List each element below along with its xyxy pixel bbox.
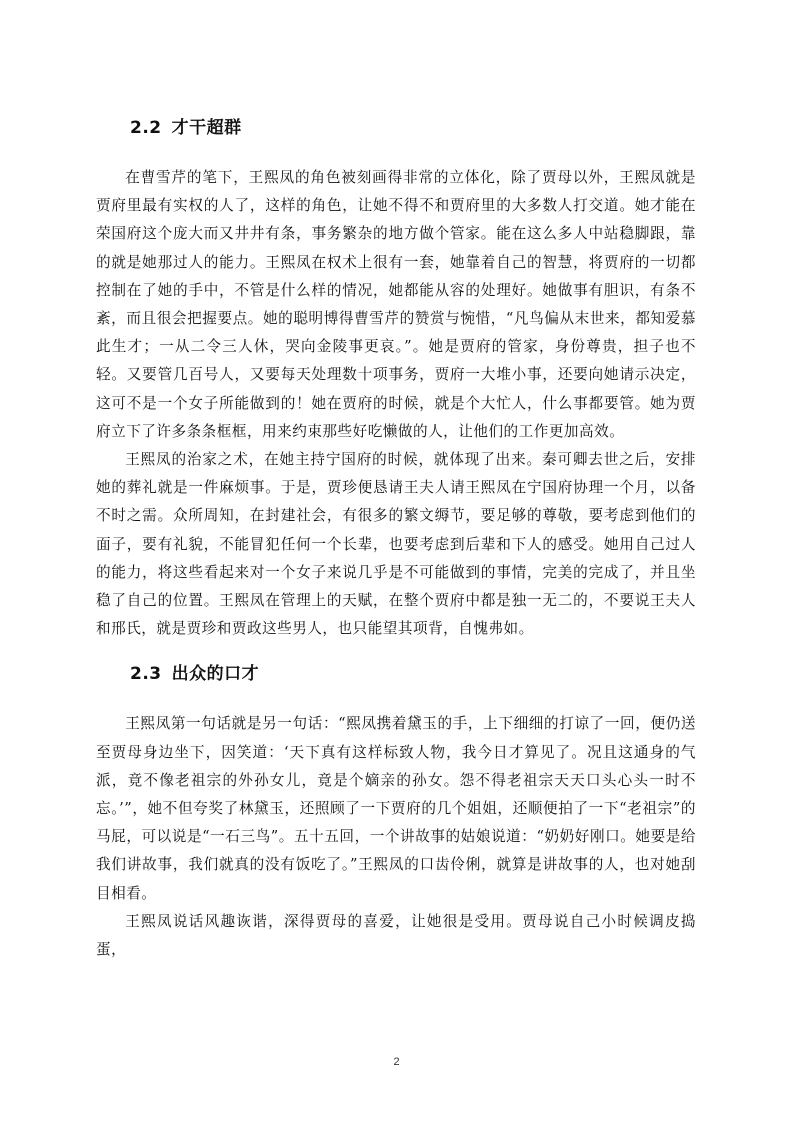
- section-heading-2-2: [130, 117, 696, 139]
- section-number: 2.3: [130, 664, 162, 685]
- paragraph: 王熙凤说话风趣诙谐，深得贾母的喜爱，让她很是受用。贾母说自己小时候调皮捣蛋，: [96, 912, 696, 959]
- section-number: 2.2: [130, 118, 162, 138]
- paragraph: 王熙凤第一句话就是另一句话：“熙凤携着黛玉的手，上下细细的打谅了一回，便仍送至贾母身边坐下，因笑道：‘天下真有这样标致人物，我今日才算见了。况且这通身的气派，竟不像老祖宗的外孙女儿，竟是个嫡亲的孙女。怨不得老祖宗天天口头心头一时不忘。’”，她不但夸奖了林黛玉，还照顾了一下贾府的几个姐姐，还顺便拍了一下“老祖宗”的马屁，可以说是“一石三鸟”。五十五回，一个讲故事的姑娘说道：“奶奶好刚口。她要是给我们讲故事，我们就真的没有饭吃了。”王熙凤的口齿伶俐，就算是讲故事的人，也对她刮目相看。: [96, 715, 696, 902]
- page-number: 2: [393, 1056, 400, 1068]
- paragraph: 在曹雪芹的笔下，王熙凤的角色被刻画得非常的立体化，除了贾母以外，王熙凤就是贾府里最有实权的人了，这样的角色，让她不得不和贾府里的大多数人打交道。她才能在荣国府这个庞大而又井井有条，事务繁杂的地方做个管家。能在这么多人中站稳脚跟，靠的就是她那过人的能力。王熙凤在权术上很有一套，她靠着自己的智慧，将贾府的一切都控制在了她的手中，不管是什么样的情况，她都能从容的处理好。她做事有胆识，有条不紊，而且很会把握要点。她的聪明博得曹雪芹的赞赏与惋惜，“凡鸟偏从末世来，都知爱慕此生才；一从二令三人休，哭向金陵事更哀。”。她是贾府的管家，身份尊贵，担子也不轻。又要管几百号人，又要每天处理数十项事务，贾府一大堆小事，还要向她请示决定，这可不是一个女子所能做到的！她在贾府的时候，就是个大忙人，什么事都要管。她为贾府立下了许多条条框框，用来约束那些好吃懒做的人，让他们的工作更加高效。: [96, 169, 696, 440]
- paragraph: 王熙凤的治家之术，在她主持宁国府的时候，就体现了出来。秦可卿去世之后，安排她的葬礼就是一件麻烦事。于是，贾珍便恳请王夫人请王熙凤在宁国府协理一个月，以备不时之需。众所周知，在封建社会，有很多的繁文缛节，要足够的尊敬，要考虑到他们的面子，要有礼貌，不能冒犯任何一个长辈，也要考虑到后辈和下人的感受。她用自己过人的能力，将这些看起来对一个女子来说几乎是不可能做到的事情，完美的完成了，并且坐稳了自己的位置。王熙凤在管理上的天赋，在整个贾府中都是独一无二的，不要说王夫人和邢氏，就是贾珍和贾政这些男人，也只能望其项背，自愧弗如。: [96, 451, 696, 638]
- section-heading-2-3: [130, 663, 696, 685]
- page-body: [96, 117, 696, 964]
- section-title: 出众的口才: [171, 664, 260, 685]
- section-title: 才干超群: [171, 118, 242, 138]
